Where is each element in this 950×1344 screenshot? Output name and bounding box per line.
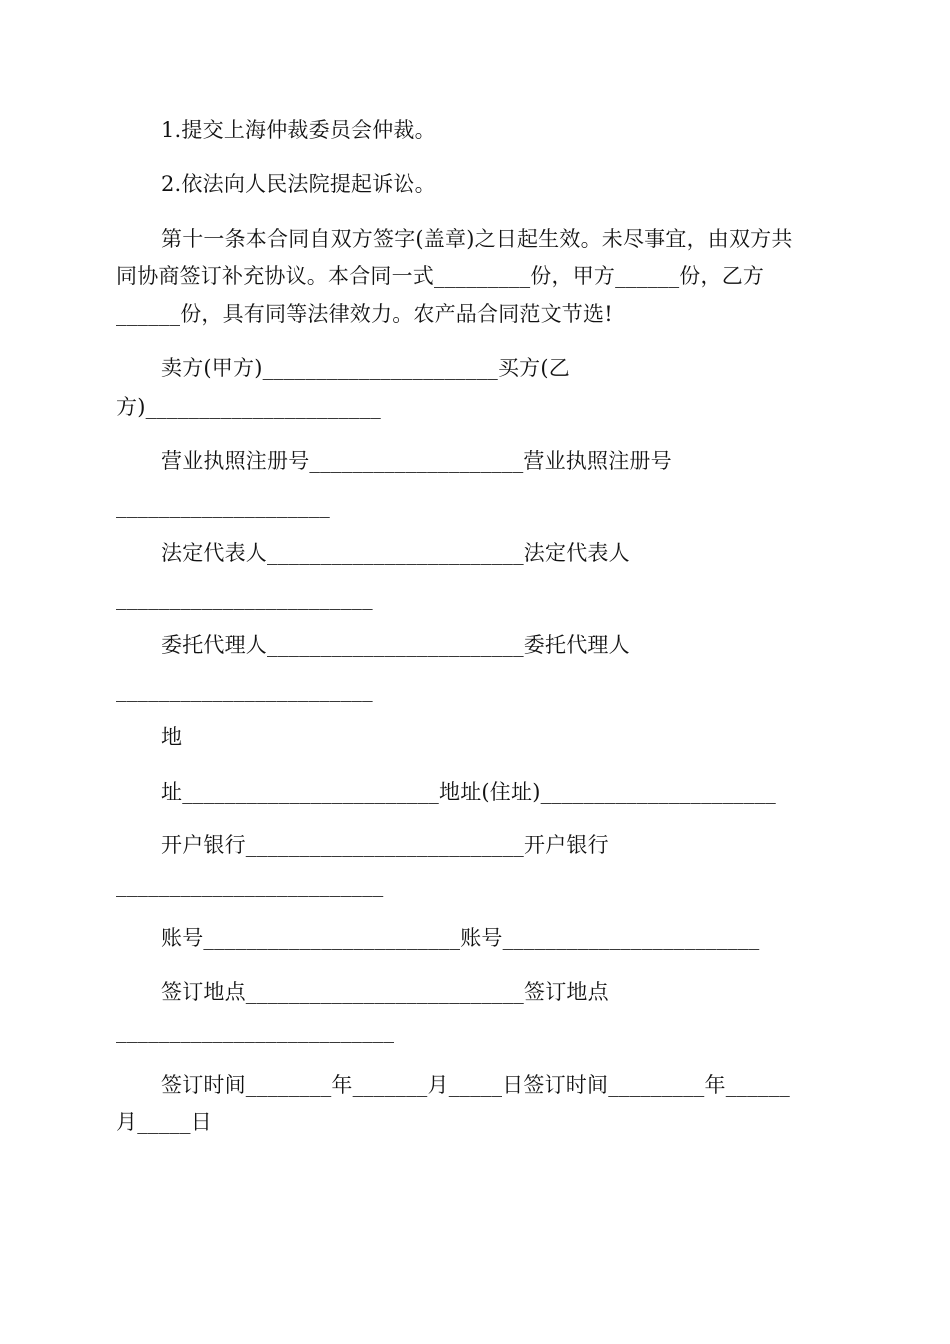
account-line: 账号________________________账号________________________ <box>161 926 760 950</box>
clause-2: 2.依法向人民法院提起诉讼。 <box>161 172 436 196</box>
article-11-line-2: 同协商签订补充协议。本合同一式_________份，甲方______份，乙方 <box>116 264 765 288</box>
legal-representative-line-1: 法定代表人________________________法定代表人 <box>161 541 630 565</box>
clause-1: 1.提交上海仲裁委员会仲裁。 <box>161 118 436 142</box>
signing-place-line-2: __________________________ <box>116 1019 395 1043</box>
legal-representative-line-2: ________________________ <box>116 586 373 610</box>
license-number-line-1: 营业执照注册号____________________营业执照注册号 <box>161 449 672 473</box>
agent-line-2: ________________________ <box>116 678 373 702</box>
article-11-line-1: 第十一条本合同自双方签字(盖章)之日起生效。未尽事宜，由双方共 <box>161 227 793 251</box>
bank-line-2: _________________________ <box>116 873 384 897</box>
article-11-line-3: ______份，具有同等法律效力。农产品合同范文节选! <box>116 302 613 326</box>
signing-time-line-1: 签订时间________年_______月_____日签订时间_________年______ <box>161 1073 790 1097</box>
signing-time-line-2: 月_____日 <box>116 1110 212 1134</box>
address-label-line-1: 地 <box>161 725 183 749</box>
address-line-2: 址________________________地址(住址)______________________ <box>161 780 776 804</box>
license-number-line-2: ____________________ <box>116 494 330 518</box>
bank-line-1: 开户银行__________________________开户银行 <box>161 833 609 857</box>
signing-place-line-1: 签订地点__________________________签订地点 <box>161 980 609 1004</box>
seller-buyer-line-1: 卖方(甲方)______________________买方(乙 <box>161 356 570 380</box>
seller-buyer-line-2: 方)______________________ <box>116 395 381 419</box>
agent-line-1: 委托代理人________________________委托代理人 <box>161 633 630 657</box>
